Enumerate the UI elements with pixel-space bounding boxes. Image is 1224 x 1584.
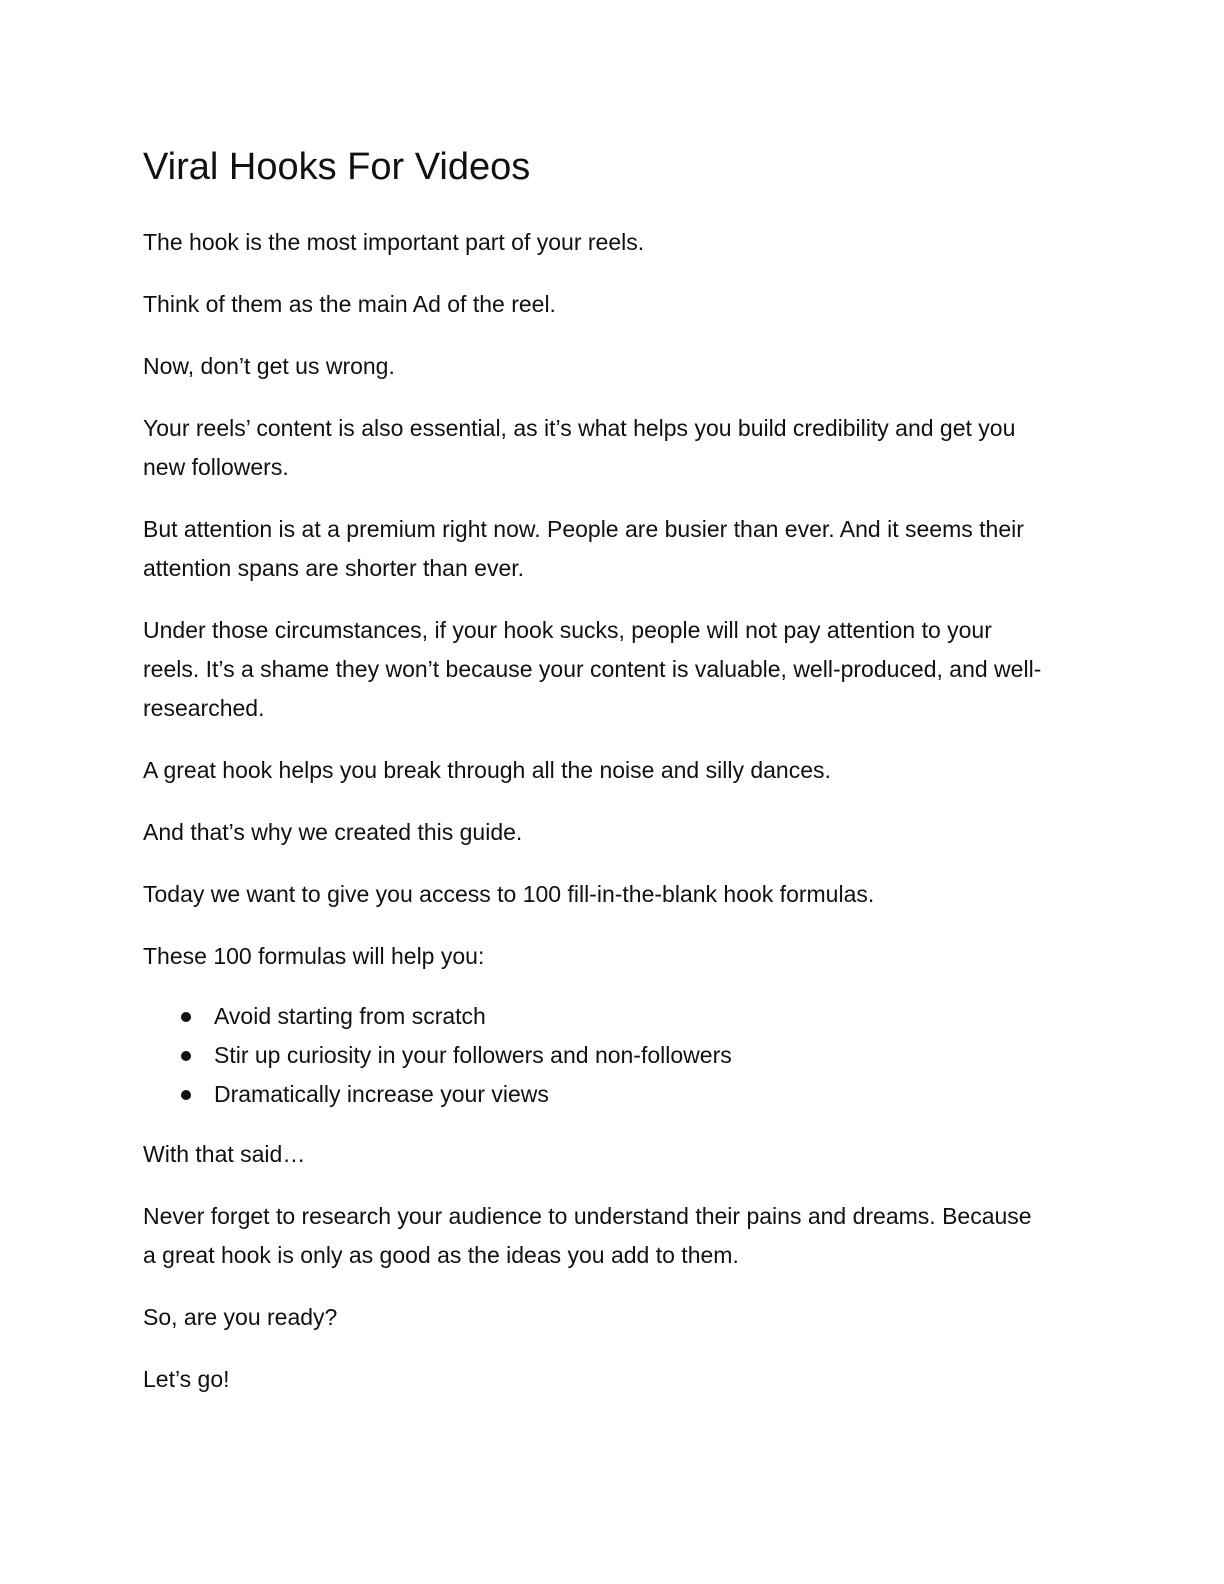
paragraph-ad-analogy: Think of them as the main Ad of the reel. [143,291,556,317]
bullet-icon [181,1051,191,1061]
bullet-icon [181,1012,191,1022]
benefits-list [143,997,1048,1114]
paragraph-100-formulas: Today we want to give you access to 100 fill-in-the-blank hook formulas. [143,881,875,907]
paragraph-research-audience: Never forget to research your audience to understand their pains and dreams. Because a great hook is only as good as the ideas you add to them. [143,1203,1032,1268]
paragraph-lets-go: Let’s go! [143,1366,230,1392]
list-item-text: Avoid starting from scratch [214,1003,486,1029]
list-item [143,1036,1048,1075]
paragraph-with-that-said: With that said… [143,1141,306,1167]
paragraph-content-essential: Your reels’ content is also essential, as it’s what helps you build credibility and get you new followers. [143,415,1016,480]
intro-paragraph: The hook is the most important part of your reels. [143,229,645,255]
list-item [143,997,1048,1036]
list-item-text: Dramatically increase your views [214,1081,549,1107]
bullet-icon [181,1090,191,1100]
document-page [143,141,1048,1422]
paragraph-list-intro: These 100 formulas will help you: [143,943,485,969]
paragraph-great-hook: A great hook helps you break through all the noise and silly dances. [143,757,831,783]
document-title: Viral Hooks For Videos [143,146,531,188]
paragraph-are-you-ready: So, are you ready? [143,1304,338,1330]
list-item [143,1075,1048,1114]
paragraph-dont-get-wrong: Now, don’t get us wrong. [143,353,395,379]
paragraph-guide: And that’s why we created this guide. [143,819,523,845]
paragraph-hook-sucks: Under those circumstances, if your hook sucks, people will not pay attention to your reels. It’s a shame they won’t because your content is valuable, well-produced, and well-researched. [143,617,1042,721]
paragraph-attention-premium: But attention is at a premium right now. People are busier than ever. And it seems their attention spans are shorter than ever. [143,516,1024,581]
list-item-text: Stir up curiosity in your followers and non-followers [214,1042,732,1068]
